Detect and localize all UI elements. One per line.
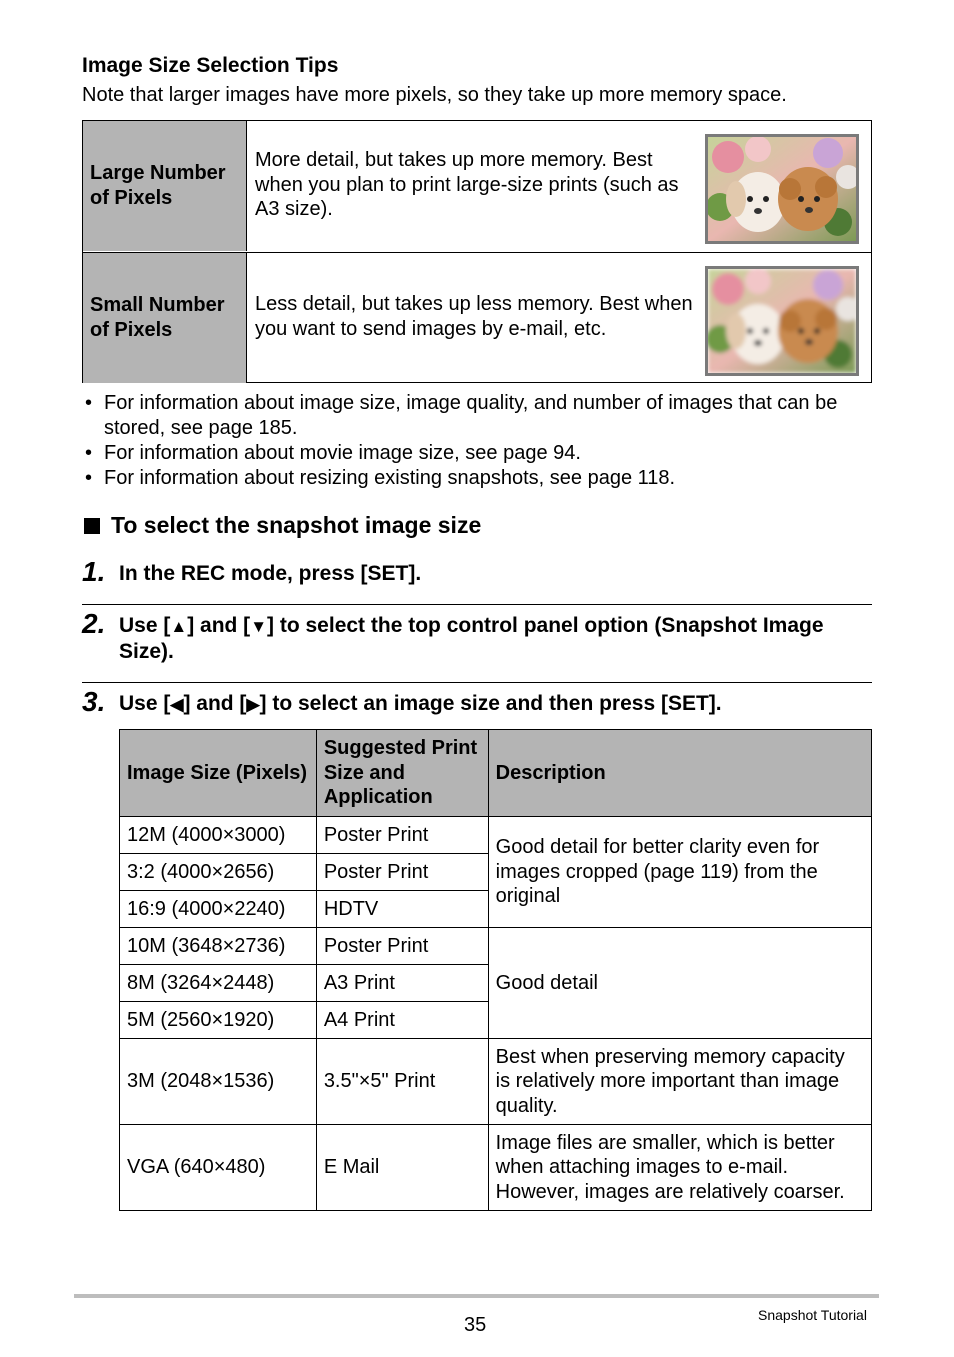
tips-note: Note that larger images have more pixels, so they take up more memory space. [82,84,787,106]
description-cell: Good detail for better clarity even for images cropped (page 119) from the original [488,817,871,928]
page-number: 35 [464,1314,487,1336]
info-bullet-list [82,391,872,491]
column-header: Description [488,730,871,817]
step-text-part: Use [ [119,692,171,715]
step-number: 3. [82,686,106,717]
print-cell: Poster Print [316,928,488,965]
size-cell: 16:9 (4000×2240) [120,891,317,928]
column-header: Image Size (Pixels) [120,730,317,817]
right-arrow-icon: ▶ [246,695,260,714]
puppies-photo-blurry-image [708,269,856,373]
list-item: • For information about resizing existing snapshots, see page 118. [82,466,872,491]
step-text-part: ] and [ [187,614,251,637]
pixel-row-description: More detail, but takes up more memory. Best when you plan to print large-size prints (such as A3 size). [255,149,679,220]
image-size-table [119,729,872,1211]
description-cell: Good detail [488,928,871,1039]
step-text: In the REC mode, press [SET]. [119,562,422,585]
pixel-row-small [83,252,871,383]
print-cell: A4 Print [316,1002,488,1039]
step-divider [82,682,872,683]
pixel-row-description: Less detail, but takes up less memory. Best when you want to send images by e-mail, etc. [255,293,693,340]
print-cell: Poster Print [316,854,488,891]
description-cell: Image files are smaller, which is better when attaching images to e-mail. However, images are relatively coarser. [488,1125,871,1211]
list-item: • For information about image size, image quality, and number of images that can be stored, see page 185. [82,391,872,441]
step-text-part: Use [ [119,614,171,637]
print-cell: A3 Print [316,965,488,1002]
description-cell: Best when preserving memory capacity is relatively more important than image quality. [488,1039,871,1125]
step-text [119,613,871,664]
step-text-part: ] and [ [183,692,247,715]
footer-rule [74,1294,879,1298]
pixel-row-label: Large Number of Pixels [83,121,247,251]
table-row [120,817,872,854]
size-cell: 10M (3648×2736) [120,928,317,965]
pixel-row-large [83,121,871,251]
puppies-photo-blurry [705,266,859,376]
table-header-row [120,730,872,817]
table-row [120,928,872,965]
column-header: Suggested Print Size and Application [316,730,488,817]
size-cell: 3M (2048×1536) [120,1039,317,1125]
size-cell: 5M (2560×1920) [120,1002,317,1039]
size-cell: 3:2 (4000×2656) [120,854,317,891]
print-cell: Poster Print [316,817,488,854]
left-arrow-icon: ◀ [170,695,184,714]
up-arrow-icon: ▲ [170,617,188,636]
section-title: To select the snapshot image size [111,512,482,538]
step-text [119,691,871,717]
print-cell: 3.5"×5" Print [316,1039,488,1125]
footer-section-label: Snapshot Tutorial [758,1307,867,1323]
down-arrow-icon: ▼ [250,617,268,636]
section-heading [84,512,481,539]
step-text-part: ] to select an image size and then press [SET]. [259,692,722,715]
print-cell: E Mail [316,1125,488,1211]
print-cell: HDTV [316,891,488,928]
puppies-photo-sharp [705,134,859,244]
size-cell: 12M (4000×3000) [120,817,317,854]
pixel-row-label: Small Number of Pixels [83,253,247,383]
puppies-photo-sharp-image [708,137,856,241]
size-cell: 8M (3264×2448) [120,965,317,1002]
table-row [120,1125,872,1211]
table-row [120,1039,872,1125]
step-number: 2. [82,608,106,639]
tips-title: Image Size Selection Tips [82,54,339,77]
step-divider [82,604,872,605]
square-bullet-icon [84,518,100,534]
step-number: 1. [82,556,106,587]
step-text-part: ] to select the top control panel option (Snapshot Image Size). [119,614,824,663]
list-item: • For information about movie image size, see page 94. [82,441,872,466]
pixel-comparison-table [82,120,872,383]
size-cell: VGA (640×480) [120,1125,317,1211]
